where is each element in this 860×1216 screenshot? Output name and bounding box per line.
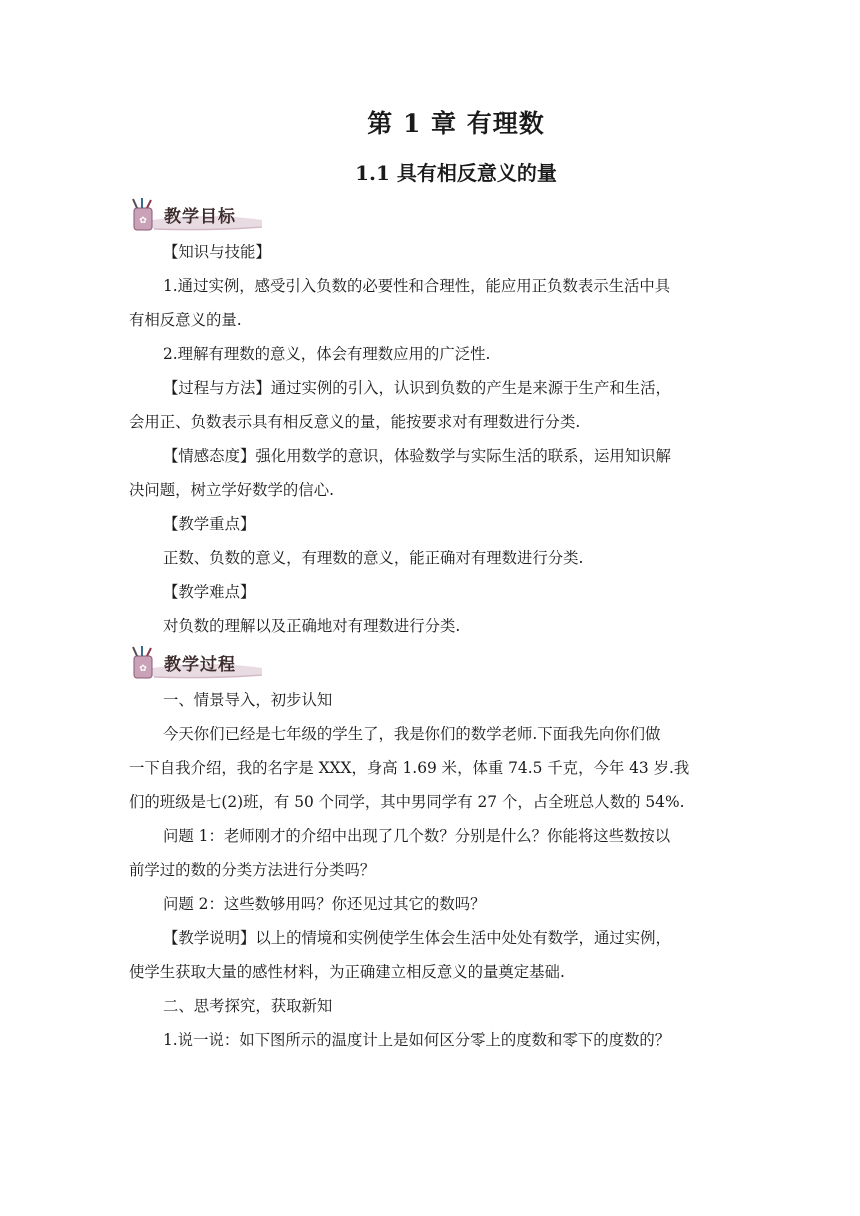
- intro-line-3: 们的班级是七(2)班，有 50 个同学，其中男同学有 27 个，占全班总人数的 54%.: [129, 793, 685, 811]
- question-1-line-2: 前学过的数的分类方法进行分类吗？: [129, 861, 376, 879]
- svg-text:✿: ✿: [139, 216, 147, 226]
- badge-label: 教学目标: [164, 207, 236, 227]
- chapter-title: 第 1 章 有理数: [367, 109, 545, 138]
- question-1-line-1: 问题 1：老师刚才的介绍中出现了几个数？分别是什么？你能将这些数按以: [163, 827, 671, 845]
- emotion-line-1: 【情感态度】强化用数学的意识，体验数学与实际生活的联系，运用知识解: [163, 447, 671, 465]
- intro-line-1: 今天你们已经是七年级的学生了，我是你们的数学老师.下面我先向你们做: [163, 725, 661, 743]
- process-method-line-1: 【过程与方法】通过实例的引入，认识到负数的产生是来源于生产和生活，: [163, 379, 671, 397]
- svg-text:✿: ✿: [139, 664, 147, 674]
- badge-label: 教学过程: [164, 655, 236, 675]
- difficult-points-heading: 【教学难点】: [163, 583, 256, 601]
- goal-1-line-1: 1.通过实例，感受引入负数的必要性和合理性，能应用正负数表示生活中具: [163, 277, 671, 295]
- goal-1-line-2: 有相反意义的量.: [129, 311, 242, 329]
- knowledge-heading: 【知识与技能】: [163, 243, 271, 261]
- question-2: 问题 2：这些数够用吗？你还见过其它的数吗？: [163, 895, 486, 913]
- key-points-heading: 【教学重点】: [163, 515, 256, 533]
- say-it-line: 1.说一说：如下图所示的温度计上是如何区分零上的度数和零下的度数的？: [163, 1031, 671, 1049]
- teaching-note-line-1: 【教学说明】以上的情境和实例使学生体会生活中处处有数学，通过实例，: [163, 929, 671, 947]
- section-title: 1.1 具有相反意义的量: [355, 161, 557, 185]
- teaching-note-line-2: 使学生获取大量的感性材料，为正确建立相反意义的量奠定基础.: [129, 963, 565, 981]
- part-2-heading: 二、思考探究，获取新知: [163, 997, 333, 1015]
- intro-line-2: 一下自我介绍，我的名字是 XXX，身高 1.69 米，体重 74.5 千克，今年 43 岁.我: [129, 759, 690, 777]
- teaching-process-badge: [128, 646, 266, 682]
- teaching-goals-badge: [128, 198, 266, 234]
- goal-2: 2.理解有理数的意义，体会有理数应用的广泛性.: [163, 345, 491, 363]
- process-method-line-2: 会用正、负数表示具有相反意义的量，能按要求对有理数进行分类.: [129, 413, 581, 431]
- part-1-heading: 一、情景导入，初步认知: [163, 691, 333, 709]
- key-points-text: 正数、负数的意义，有理数的意义，能正确对有理数进行分类.: [163, 549, 584, 567]
- emotion-line-2: 决问题，树立学好数学的信心.: [129, 481, 334, 499]
- difficult-points-text: 对负数的理解以及正确地对有理数进行分类.: [163, 617, 461, 635]
